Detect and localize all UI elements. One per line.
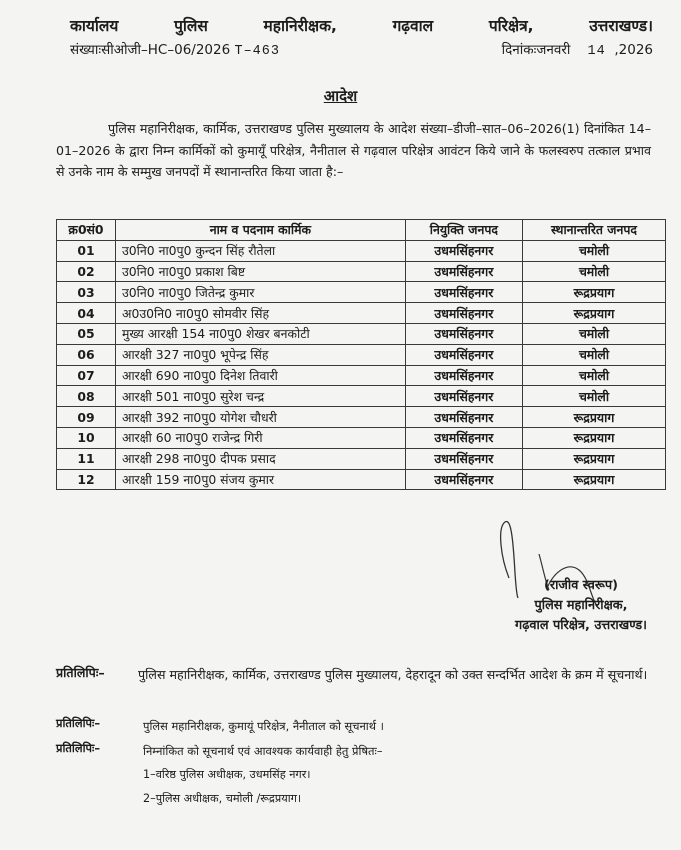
table-row xyxy=(57,282,666,303)
copy-recipient: 2–पुलिस अधीक्षक, चमोली /रूद्रप्रयाग। xyxy=(143,792,302,805)
name-cell: मुख्य आरक्षी 154 ना0पु0 शेखर बनकोटी xyxy=(116,323,406,344)
transferred-district-cell: चमोली xyxy=(523,261,666,282)
transferred-district-cell: चमोली xyxy=(523,365,666,386)
name-cell: आरक्षी 159 ना0पु0 संजय कुमार xyxy=(116,469,406,490)
reference-line xyxy=(70,40,653,59)
table-row xyxy=(57,427,666,448)
table-row xyxy=(57,261,666,282)
serial-cell: 06 xyxy=(57,344,116,365)
table-row xyxy=(57,386,666,407)
column-header-serial: क्र0सं0 xyxy=(57,220,116,241)
copy-to-entry xyxy=(56,664,653,685)
serial-cell: 07 xyxy=(57,365,116,386)
header-word: परिक्षेत्र, xyxy=(488,17,534,35)
posted-district-cell: उधमसिंहनगर xyxy=(405,323,522,344)
page-title: आदेश xyxy=(323,87,358,105)
table-row xyxy=(57,469,666,490)
copy-recipient: 1–वरिष्ठ पुलिस अधीक्षक, उधमसिंह नगर। xyxy=(143,768,311,781)
reference-number: संख्याःसीओजी–HC–06/2026 T–463 xyxy=(70,42,280,59)
serial-cell: 12 xyxy=(57,469,116,490)
handwritten-dispatch-number: T–463 xyxy=(234,44,280,59)
date-year: ,2026 xyxy=(614,42,653,58)
table-header-row xyxy=(57,220,666,241)
copy-label: प्रतिलिपिः– xyxy=(56,665,105,680)
serial-cell: 09 xyxy=(57,407,116,428)
transferred-district-cell: रूद्रप्रयाग xyxy=(523,407,666,428)
serial-cell: 11 xyxy=(57,448,116,469)
table-row xyxy=(57,344,666,365)
signature-block xyxy=(515,576,647,636)
header-word: पुलिस xyxy=(174,17,208,35)
serial-cell: 01 xyxy=(57,240,116,261)
transferred-district-cell: रूद्रप्रयाग xyxy=(523,448,666,469)
copy-text: पुलिस महानिरीक्षक, कुमायूं परिक्षेत्र, नैनीताल को सूचनार्थ । xyxy=(143,719,384,733)
transferred-district-cell: रूद्रप्रयाग xyxy=(523,469,666,490)
table-row xyxy=(57,407,666,428)
header-word: कार्यालय xyxy=(70,17,119,35)
name-cell: आरक्षी 392 ना0पु0 योगेश चौधरी xyxy=(116,407,406,428)
posted-district-cell: उधमसिंहनगर xyxy=(405,240,522,261)
copy-to-entry xyxy=(56,716,653,737)
transfer-table xyxy=(56,219,666,490)
posted-district-cell: उधमसिंहनगर xyxy=(405,386,522,407)
name-cell: अ0उ0नि0 ना0पु0 सोमवीर सिंह xyxy=(116,303,406,324)
serial-cell: 05 xyxy=(57,323,116,344)
transferred-district-cell: चमोली xyxy=(523,386,666,407)
name-cell: आरक्षी 60 ना0पु0 राजेन्द्र गिरी xyxy=(116,427,406,448)
date-day: 14 xyxy=(587,44,606,59)
posted-district-cell: उधमसिंहनगर xyxy=(405,261,522,282)
table-row xyxy=(57,365,666,386)
serial-cell: 04 xyxy=(57,303,116,324)
signatory-office: गढ़वाल परिक्षेत्र, उत्तराखण्ड। xyxy=(515,618,647,633)
copy-text: पुलिस महानिरीक्षक, कार्मिक, उत्तराखण्ड पुलिस मुख्यालय, देहरादून को उक्त सन्दर्भित आदेश के क्रम में सूचनार्थ। xyxy=(138,667,648,682)
table-row xyxy=(57,240,666,261)
column-header-name: नाम व पदनाम कार्मिक xyxy=(116,220,406,241)
table-row xyxy=(57,323,666,344)
serial-cell: 02 xyxy=(57,261,116,282)
transferred-district-cell: चमोली xyxy=(523,240,666,261)
name-cell: आरक्षी 327 ना0पु0 भूपेन्द्र सिंह xyxy=(116,344,406,365)
copy-to-entry xyxy=(56,741,653,762)
body-paragraph: पुलिस महानिरीक्षक, कार्मिक, उत्तराखण्ड पुलिस मुख्यालय के आदेश संख्या–डीजी–सात–06–2026(1) दिनांकित 14–01–2026 के द्वारा निम्न कार्मिकों को कुमायूँ परिक्षेत्र, नैनीताल से गढ़वाल परिक्षेत्र आवंटन किये जाने के फलस्वरुप तत्काल प्रभाव से उनके नाम के सम्मुख जनपदों में स्थानान्तरित किया जाता है:– xyxy=(56,121,651,179)
transferred-district-cell: चमोली xyxy=(523,323,666,344)
copy-text: निम्नांकित को सूचनार्थ एवं आवश्यक कार्यवाही हेतु प्रेषितः– xyxy=(143,744,383,758)
posted-district-cell: उधमसिंहनगर xyxy=(405,303,522,324)
office-header xyxy=(70,14,653,36)
serial-cell: 10 xyxy=(57,427,116,448)
order-date: दिनांकःजनवरी 14 ,2026 xyxy=(501,42,653,59)
column-header-transferred-district: स्थानान्तरित जनपद xyxy=(523,220,666,241)
serial-cell: 03 xyxy=(57,282,116,303)
posted-district-cell: उधमसिंहनगर xyxy=(405,407,522,428)
transferred-district-cell: रूद्रप्रयाग xyxy=(523,427,666,448)
posted-district-cell: उधमसिंहनगर xyxy=(405,448,522,469)
posted-district-cell: उधमसिंहनगर xyxy=(405,469,522,490)
table-row xyxy=(57,303,666,324)
posted-district-cell: उधमसिंहनगर xyxy=(405,365,522,386)
signatory-designation: पुलिस महानिरीक्षक, xyxy=(534,598,628,613)
column-header-posted-district: नियुक्ति जनपद xyxy=(405,220,522,241)
name-cell: आरक्षी 501 ना0पु0 सुरेश चन्द्र xyxy=(116,386,406,407)
name-cell: उ0नि0 ना0पु0 जितेन्द्र कुमार xyxy=(116,282,406,303)
posted-district-cell: उधमसिंहनगर xyxy=(405,282,522,303)
name-cell: उ0नि0 ना0पु0 कुन्दन सिंह रौतेला xyxy=(116,240,406,261)
posted-district-cell: उधमसिंहनगर xyxy=(405,344,522,365)
name-cell: आरक्षी 690 ना0पु0 दिनेश तिवारी xyxy=(116,365,406,386)
header-word: गढ़वाल xyxy=(392,17,434,35)
transferred-district-cell: चमोली xyxy=(523,344,666,365)
header-word: महानिरीक्षक, xyxy=(263,17,337,35)
serial-cell: 08 xyxy=(57,386,116,407)
name-cell: आरक्षी 298 ना0पु0 दीपक प्रसाद xyxy=(116,448,406,469)
copy-label: प्रतिलिपिः– xyxy=(56,716,101,730)
header-word: उत्तराखण्ड। xyxy=(589,17,653,35)
transferred-district-cell: रूद्रप्रयाग xyxy=(523,303,666,324)
table-row xyxy=(57,448,666,469)
posted-district-cell: उधमसिंहनगर xyxy=(405,427,522,448)
name-cell: उ0नि0 ना0पु0 प्रकाश बिष्ट xyxy=(116,261,406,282)
transferred-district-cell: रूद्रप्रयाग xyxy=(523,282,666,303)
copy-label: प्रतिलिपिः– xyxy=(56,741,101,755)
signatory-name: (राजीव स्वरूप) xyxy=(544,578,618,593)
